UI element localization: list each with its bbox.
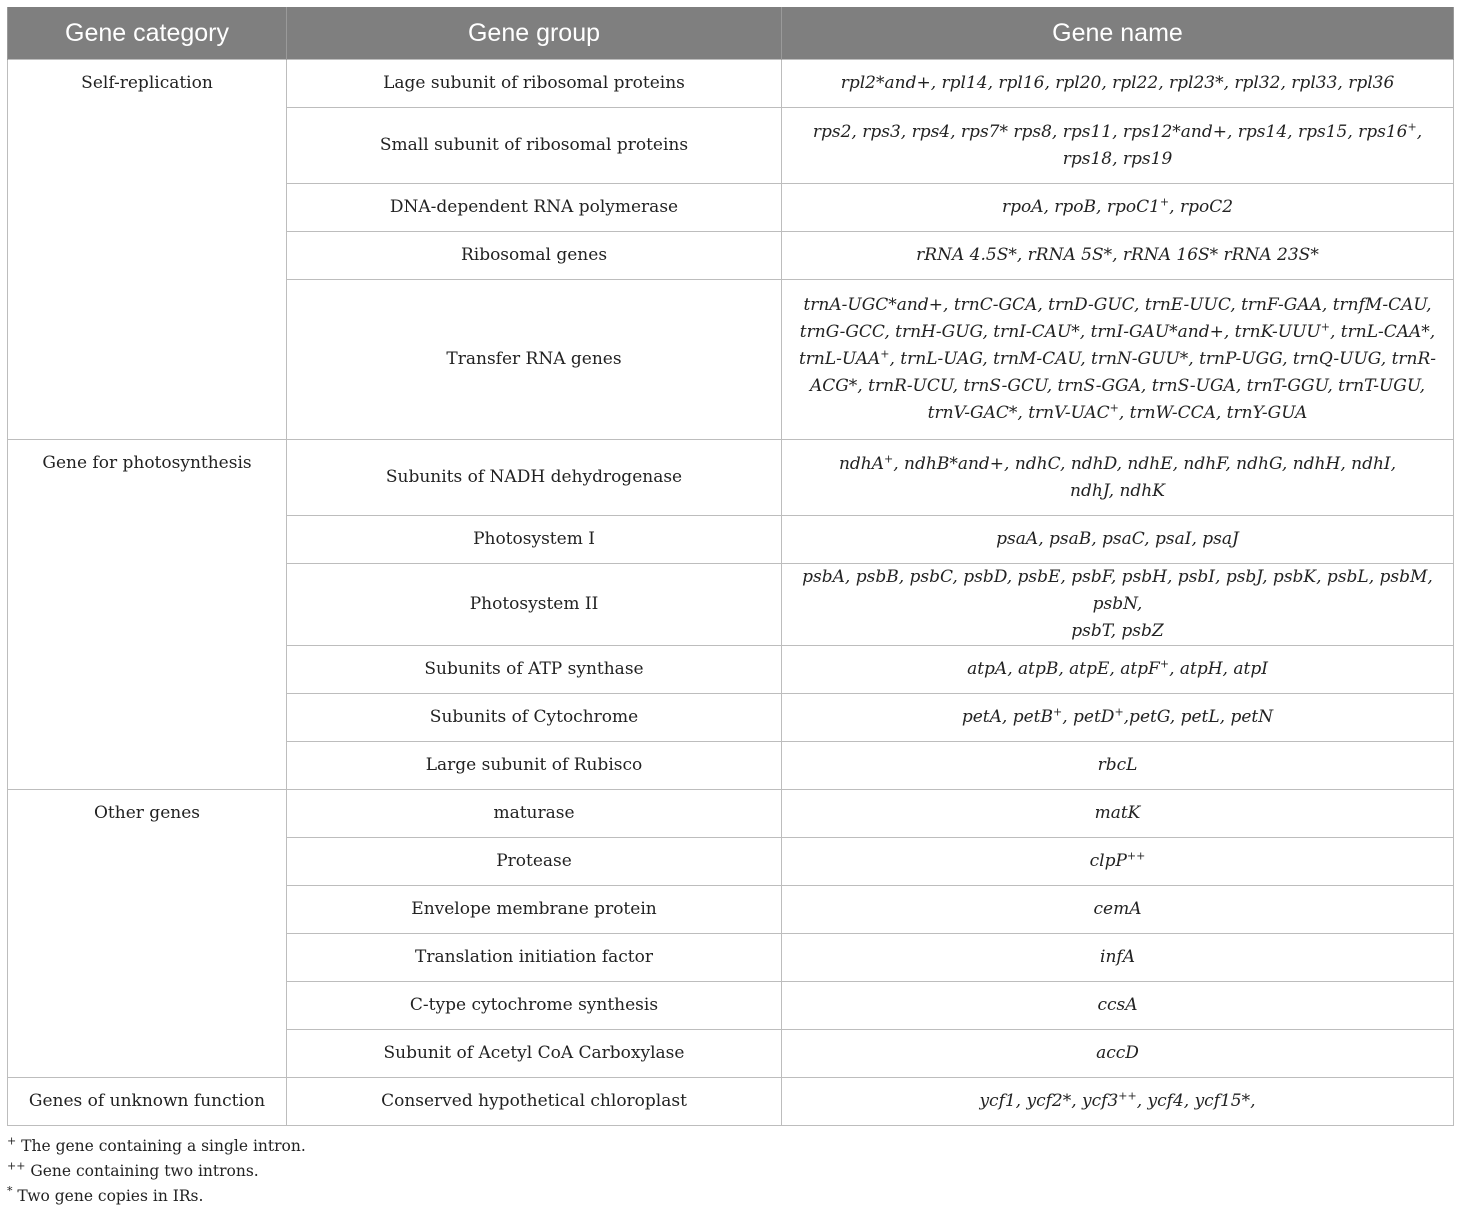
table-body bbox=[8, 60, 1454, 1126]
table-row bbox=[8, 790, 1454, 838]
gene-name-cell: cemA bbox=[782, 886, 1454, 934]
gene-name-cell: accD bbox=[782, 1030, 1454, 1078]
gene-name-cell: rbcL bbox=[782, 742, 1454, 790]
footnote-mark: * bbox=[7, 1184, 13, 1198]
gene-name-cell: ndhA+, ndhB*and+, ndhC, ndhD, ndhE, ndhF, ndhG, ndhH, ndhI, ndhJ, ndhK bbox=[782, 440, 1454, 516]
gene-name-cell: infA bbox=[782, 934, 1454, 982]
gene-name-cell: rps2, rps3, rps4, rps7* rps8, rps11, rps12*and+, rps14, rps15, rps16+, rps18, rps19 bbox=[782, 108, 1454, 184]
gene-name-cell: psaA, psaB, psaC, psaI, psaJ bbox=[782, 516, 1454, 564]
gene-group-cell: Subunits of Cytochrome bbox=[287, 694, 782, 742]
gene-group-cell: Envelope membrane protein bbox=[287, 886, 782, 934]
gene-group-cell: DNA-dependent RNA polymerase bbox=[287, 184, 782, 232]
footnote-mark: ++ bbox=[7, 1159, 26, 1173]
gene-category-cell: Genes of unknown function bbox=[8, 1078, 287, 1126]
gene-group-cell: Lage subunit of ribosomal proteins bbox=[287, 60, 782, 108]
gene-group-cell: Subunits of ATP synthase bbox=[287, 646, 782, 694]
gene-name-cell: rpl2*and+, rpl14, rpl16, rpl20, rpl22, rpl23*, rpl32, rpl33, rpl36 bbox=[782, 60, 1454, 108]
gene-table bbox=[7, 7, 1454, 1126]
header-gene-name: Gene name bbox=[782, 7, 1454, 60]
gene-name-cell: trnA-UGC*and+, trnC-GCA, trnD-GUC, trnE-UUC, trnF-GAA, trnfM-CAU, trnG-GCC, trnH-GUG, trnI-CAU*, trnI-GAU*and+, trnK-UUU+, trnL-CAA*, trnL-UAA+, trnL-UAG, trnM-CAU, trnN-GUU*, trnP-UGG, trnQ-UUG, trnR- ACG*, trnR-UCU, trnS-GCU, trnS-GGA, trnS-UGA, trnT-GGU, trnT-UGU, trnV-GAC*, trnV-UAC+, trnW-CCA, trnY-GUA bbox=[782, 280, 1454, 440]
gene-group-cell: Subunits of NADH dehydrogenase bbox=[287, 440, 782, 516]
table-row bbox=[8, 1078, 1454, 1126]
table-row bbox=[8, 60, 1454, 108]
gene-name-cell: rRNA 4.5S*, rRNA 5S*, rRNA 16S* rRNA 23S* bbox=[782, 232, 1454, 280]
gene-category-cell: Other genes bbox=[8, 790, 287, 1078]
gene-name-cell: clpP++ bbox=[782, 838, 1454, 886]
gene-name-cell: atpA, atpB, atpE, atpF+, atpH, atpI bbox=[782, 646, 1454, 694]
table-header-row bbox=[8, 7, 1454, 60]
gene-group-cell: Ribosomal genes bbox=[287, 232, 782, 280]
gene-group-cell: Protease bbox=[287, 838, 782, 886]
footnote bbox=[7, 1134, 1453, 1159]
gene-group-cell: Translation initiation factor bbox=[287, 934, 782, 982]
gene-group-cell: Photosystem I bbox=[287, 516, 782, 564]
gene-group-cell: Subunit of Acetyl CoA Carboxylase bbox=[287, 1030, 782, 1078]
gene-name-cell: rpoA, rpoB, rpoC1+, rpoC2 bbox=[782, 184, 1454, 232]
header-gene-category: Gene category bbox=[8, 7, 287, 60]
header-gene-group: Gene group bbox=[287, 7, 782, 60]
gene-table-container bbox=[7, 7, 1453, 1209]
footnote-mark: + bbox=[7, 1134, 17, 1148]
gene-name-cell: petA, petB+, petD+,petG, petL, petN bbox=[782, 694, 1454, 742]
gene-name-cell: ycf1, ycf2*, ycf3++, ycf4, ycf15*, bbox=[782, 1078, 1454, 1126]
footnotes bbox=[7, 1134, 1453, 1209]
gene-group-cell: C-type cytochrome synthesis bbox=[287, 982, 782, 1030]
footnote bbox=[7, 1159, 1453, 1184]
gene-name-cell: matK bbox=[782, 790, 1454, 838]
gene-group-cell: Large subunit of Rubisco bbox=[287, 742, 782, 790]
gene-group-cell: Transfer RNA genes bbox=[287, 280, 782, 440]
gene-group-cell: Small subunit of ribosomal proteins bbox=[287, 108, 782, 184]
gene-name-cell: psbA, psbB, psbC, psbD, psbE, psbF, psbH, psbI, psbJ, psbK, psbL, psbM, psbN, psbT, psbZ bbox=[782, 564, 1454, 646]
gene-group-cell: Conserved hypothetical chloroplast bbox=[287, 1078, 782, 1126]
table-row bbox=[8, 440, 1454, 516]
gene-name-cell: ccsA bbox=[782, 982, 1454, 1030]
footnote-text: The gene containing a single intron. bbox=[16, 1137, 306, 1155]
footnote-text: Two gene copies in IRs. bbox=[12, 1187, 204, 1205]
gene-category-cell: Gene for photosynthesis bbox=[8, 440, 287, 790]
footnote-text: Gene containing two introns. bbox=[25, 1162, 259, 1180]
gene-group-cell: Photosystem II bbox=[287, 564, 782, 646]
gene-group-cell: maturase bbox=[287, 790, 782, 838]
gene-category-cell: Self-replication bbox=[8, 60, 287, 440]
footnote bbox=[7, 1184, 1453, 1209]
